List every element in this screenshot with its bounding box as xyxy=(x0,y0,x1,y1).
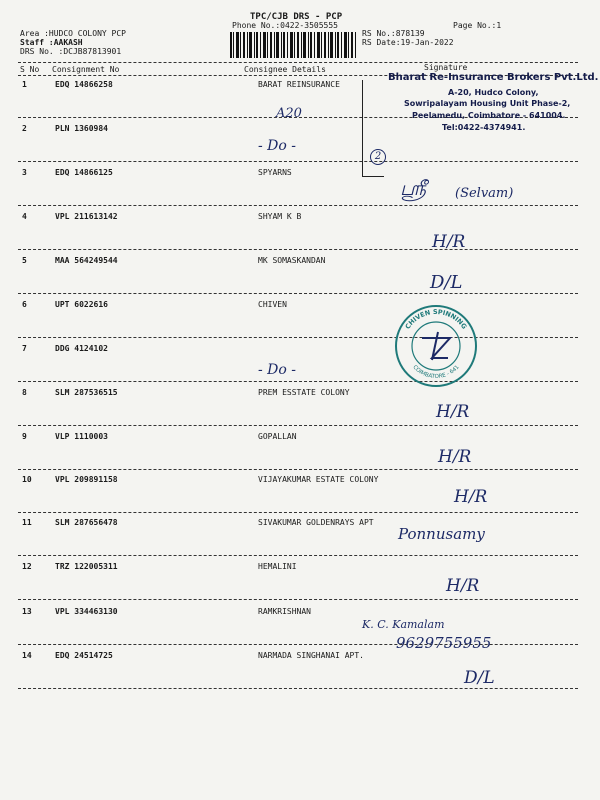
row-consignee-name: SHYAM K B xyxy=(258,212,302,221)
row-serial-number: 1 xyxy=(22,80,27,89)
handwritten-row3-squiggle: ஸ்ரீ xyxy=(400,176,427,200)
page-number: Page No.:1 xyxy=(453,21,502,30)
row-consignment-number: MAA 564249544 xyxy=(55,256,118,265)
row-divider xyxy=(18,293,578,294)
rs-number: RS No.:878139 xyxy=(362,29,425,38)
company-stamp-line5: Tel:0422-4374941. xyxy=(442,123,526,132)
row-consignment-number: UPT 6022616 xyxy=(55,300,108,309)
handwritten-row2-ditto: - Do - xyxy=(258,138,297,154)
handwritten-row13-name: K. C. Kamalam xyxy=(362,618,445,631)
company-stamp-line3: Sowripalayam Housing Unit Phase-2, xyxy=(404,99,571,108)
handwritten-row3-signature: (Selvam) xyxy=(455,186,514,201)
row-serial-number: 11 xyxy=(22,518,32,527)
row-serial-number: 13 xyxy=(22,607,32,616)
row-consignee-name: CHIVEN xyxy=(258,300,287,309)
row-consignee-name: MK SOMASKANDAN xyxy=(258,256,326,265)
row-divider xyxy=(18,555,578,556)
handwritten-row12-status: H/R xyxy=(446,576,480,596)
row-serial-number: 4 xyxy=(22,212,27,221)
row-divider xyxy=(18,161,578,162)
seal-bottom-text: COIMBATORE - 641 xyxy=(411,364,461,381)
company-stamp-line2: A-20, Hudco Colony, xyxy=(448,88,539,97)
row-consignee-name: PREM ESSTATE COLONY xyxy=(258,388,350,397)
row-serial-number: 10 xyxy=(22,475,32,484)
row-serial-number: 7 xyxy=(22,344,27,353)
row-consignment-number: PLN 1360984 xyxy=(55,124,108,133)
row-divider xyxy=(18,425,578,426)
row-serial-number: 5 xyxy=(22,256,27,265)
row-divider xyxy=(18,512,578,513)
row-consignee-name: BARAT REINSURANCE xyxy=(258,80,340,89)
area-label: Area :HUDCO COLONY PCP xyxy=(20,29,126,38)
row-divider xyxy=(18,469,578,470)
handwritten-row8-status: H/R xyxy=(436,402,470,422)
row-divider xyxy=(18,205,578,206)
row-consignment-number: EDQ 14866258 xyxy=(55,80,113,89)
staff-label: Staff :AAKASH xyxy=(20,38,83,47)
bracket-line xyxy=(362,80,363,176)
handwritten-row14-status: D/L xyxy=(464,668,495,688)
row-consignee-name: NARMADA SINGHANAI APT. xyxy=(258,651,364,660)
row-consignee-name: VIJAYAKUMAR ESTATE COLONY xyxy=(258,475,379,484)
row-consignee-name: HEMALINI xyxy=(258,562,297,571)
seal-top-text: CHIVEN SPINNING xyxy=(403,307,469,331)
row-consignment-number: EDQ 14866125 xyxy=(55,168,113,177)
bracket-foot xyxy=(362,176,384,177)
row-consignment-number: SLM 287656478 xyxy=(55,518,118,527)
row-serial-number: 9 xyxy=(22,432,27,441)
row-serial-number: 12 xyxy=(22,562,32,571)
column-consignment: Consignment No xyxy=(52,65,120,74)
rs-date: RS Date:19-Jan-2022 xyxy=(362,38,454,47)
phone-number: Phone No.:0422-3505555 xyxy=(232,21,338,30)
handwritten-row4-status: H/R xyxy=(432,232,466,252)
drs-number: DRS No. :DCJB87813901 xyxy=(20,47,122,56)
barcode xyxy=(228,30,358,60)
row-consignment-number: VLP 1110003 xyxy=(55,432,108,441)
row-divider xyxy=(18,688,578,689)
column-sno: S No xyxy=(20,65,40,74)
handwritten-row7-ditto: - Do - xyxy=(258,362,297,378)
row-consignment-number: DDG 4124102 xyxy=(55,344,108,353)
document-title: TPC/CJB DRS - PCP xyxy=(250,12,343,22)
header-divider-top xyxy=(18,62,578,63)
row-consignment-number: EDQ 24514725 xyxy=(55,651,113,660)
row-consignee-name: RAMKRISHNAN xyxy=(258,607,311,616)
row-divider xyxy=(18,599,578,600)
handwritten-row5-status: D/L xyxy=(430,272,463,293)
handwritten-row9-status: H/R xyxy=(438,447,472,467)
svg-text:CHIVEN SPINNING xyxy=(404,308,469,331)
row-consignment-number: SLM 287536515 xyxy=(55,388,118,397)
row-serial-number: 14 xyxy=(22,651,32,660)
row-consignee-name: SPYARNS xyxy=(258,168,292,177)
row-consignee-name: GOPALLAN xyxy=(258,432,297,441)
handwritten-row11-signature: Ponnusamy xyxy=(398,525,485,543)
row-divider xyxy=(18,644,578,645)
column-signature: Signature xyxy=(424,63,468,72)
handwritten-row13-phone: 9629755955 xyxy=(396,634,492,652)
row-divider xyxy=(18,381,578,382)
row-serial-number: 8 xyxy=(22,388,27,397)
row-consignment-number: VPL 209891158 xyxy=(55,475,118,484)
handwritten-row2-circle: 2 xyxy=(370,149,386,165)
row-consignee-name: SIVAKUMAR GOLDENRAYS APT xyxy=(258,518,374,527)
company-stamp-line4: Peelamedu, Coimbatore - 641004. xyxy=(412,111,566,120)
row-divider xyxy=(18,249,578,250)
row-serial-number: 3 xyxy=(22,168,27,177)
handwritten-row1-address: A20 xyxy=(276,106,302,121)
row-consignment-number: VPL 334463130 xyxy=(55,607,118,616)
company-stamp-name: Bharat Re-Insurance Brokers Pvt.Ltd. xyxy=(388,72,599,83)
row-consignment-number: TRZ 122005311 xyxy=(55,562,118,571)
row-divider xyxy=(18,337,578,338)
row-consignment-number: VPL 211613142 xyxy=(55,212,118,221)
row-serial-number: 2 xyxy=(22,124,27,133)
column-consignee: Consignee Details xyxy=(244,65,326,74)
round-company-seal xyxy=(392,302,480,390)
svg-text:COIMBATORE - 641 xyxy=(411,364,460,380)
row-serial-number: 6 xyxy=(22,300,27,309)
handwritten-row10-status: H/R xyxy=(454,487,488,507)
